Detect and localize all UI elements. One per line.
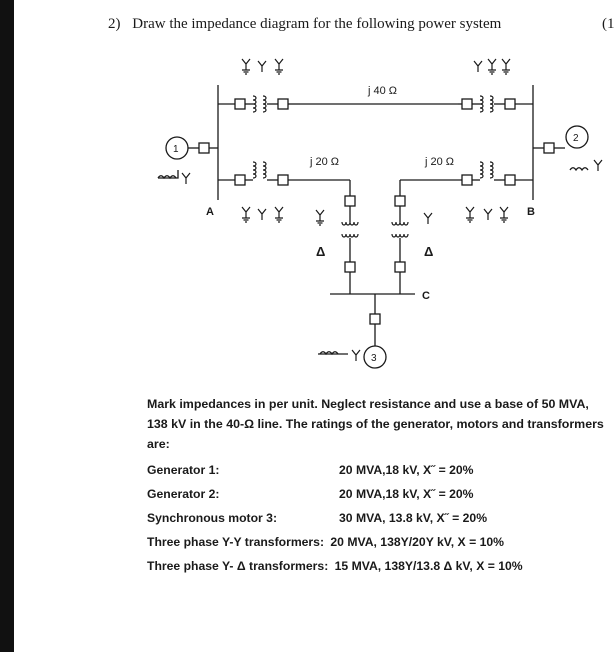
breaker	[370, 314, 380, 324]
rating-label: Three phase Y-Y transformers:	[147, 535, 325, 549]
generator-2-label: 2	[573, 133, 579, 144]
question-number: 2)	[108, 16, 121, 32]
wye-icon	[424, 213, 432, 224]
wye-grounded-icon	[488, 59, 496, 74]
rating-value: 20 MVA,18 kV, X˝ = 20%	[339, 487, 474, 501]
generator-1-label: 1	[173, 144, 179, 155]
wye-grounded-icon	[502, 59, 510, 74]
wye-icon	[484, 209, 492, 220]
line-40-label: j 40 Ω	[368, 85, 398, 97]
breaker	[505, 99, 515, 109]
wye-icon	[474, 61, 482, 72]
wye-grounded-icon	[500, 207, 508, 222]
rating-value: 30 MVA, 13.8 kV, X˝ = 20%	[339, 511, 488, 525]
rating-value: 20 MVA, 138Y/20Y kV, X = 10%	[330, 535, 504, 549]
breaker	[505, 175, 515, 185]
rating-value: 15 MVA, 138Y/13.8 Δ kV, X = 10%	[334, 559, 523, 573]
breaker	[345, 196, 355, 206]
rating-row	[147, 559, 523, 583]
delta-right-label: Δ	[424, 244, 434, 259]
rating-label: Three phase Y- Δ transformers:	[147, 559, 329, 573]
rating-label: Generator 1:	[147, 463, 220, 477]
breaker	[395, 196, 405, 206]
wye-grounded-icon	[242, 207, 250, 222]
wye-icon	[258, 209, 266, 220]
wye-grounded-icon	[275, 59, 283, 74]
breaker	[199, 143, 209, 153]
line-20-right-label: j 20 Ω	[425, 156, 455, 168]
rating-label: Generator 2:	[147, 487, 220, 501]
question-text: Draw the impedance diagram for the following power system	[132, 16, 502, 32]
bus-c-label: C	[422, 290, 430, 302]
wye-icon	[258, 61, 266, 72]
rating-value: 20 MVA,18 kV, X˝ = 20%	[339, 463, 474, 477]
bus-a-label: A	[206, 206, 214, 218]
question-marks: (1	[602, 16, 615, 32]
breaker	[462, 175, 472, 185]
wye-grounded-icon	[275, 207, 283, 222]
instructions-paragraph: Mark impedances in per unit. Neglect resistance and use a base of 50 MVA, 138 kV in the 40-Ω line. The ratings of the generator, motors and transformers are:	[147, 397, 604, 451]
breaker	[235, 175, 245, 185]
motor-3-label: 3	[371, 353, 377, 364]
wye-grounded-icon	[466, 207, 474, 222]
line-20-left-label: j 20 Ω	[310, 156, 340, 168]
breaker	[395, 262, 405, 272]
breaker	[235, 99, 245, 109]
breaker	[278, 99, 288, 109]
delta-left-label: Δ	[316, 244, 326, 259]
breaker	[544, 143, 554, 153]
breaker	[278, 175, 288, 185]
wye-grounded-icon	[316, 210, 324, 225]
wye-grounded-icon	[242, 59, 250, 74]
breaker	[462, 99, 472, 109]
rating-row	[147, 535, 504, 559]
breaker	[345, 262, 355, 272]
rating-label: Synchronous motor 3:	[147, 511, 278, 525]
bus-b-label: B	[527, 206, 535, 218]
